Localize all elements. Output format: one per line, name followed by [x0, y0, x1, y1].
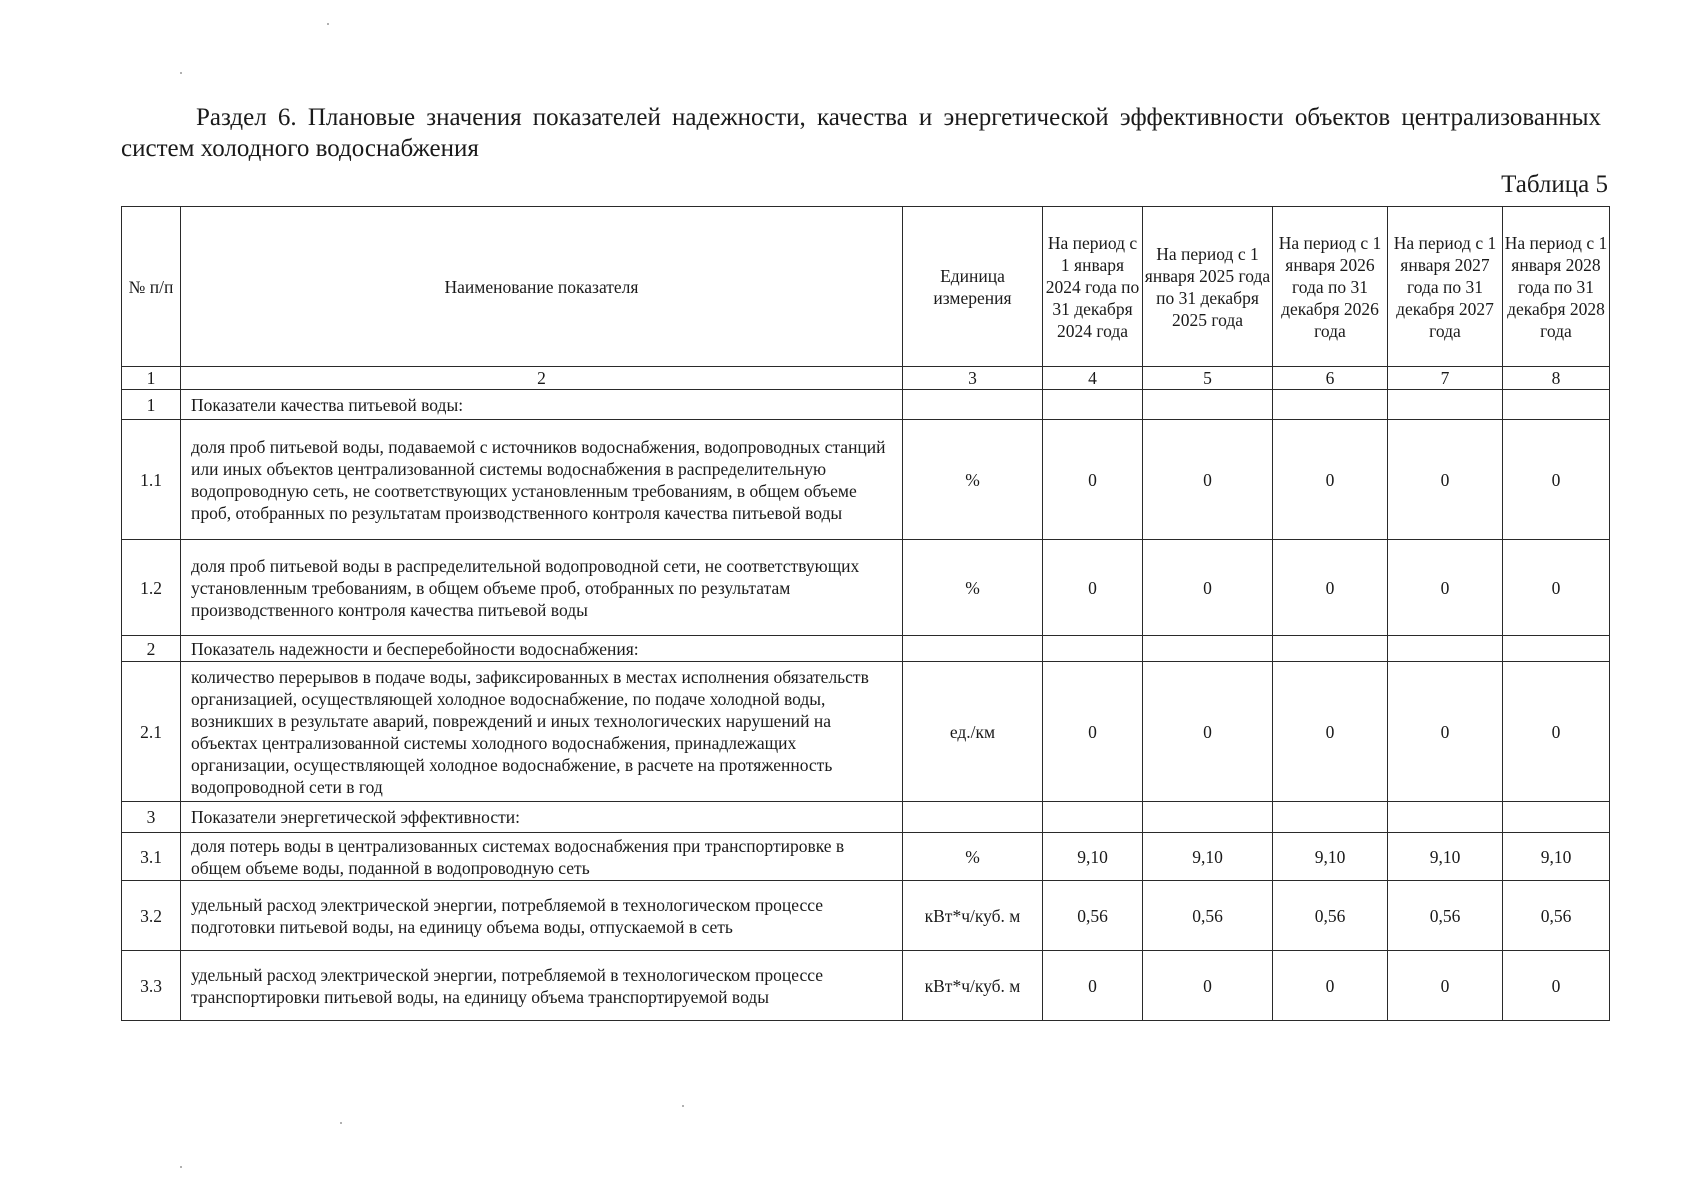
column-number: 7	[1388, 367, 1503, 390]
row-value	[1043, 802, 1143, 833]
header-unit: Единица измерения	[903, 207, 1043, 367]
row-value	[1273, 390, 1388, 420]
row-value: 0	[1143, 540, 1273, 636]
row-num: 1.2	[122, 540, 181, 636]
row-unit: кВт*ч/куб. м	[903, 951, 1043, 1021]
row-value: 0	[1388, 662, 1503, 802]
table-header-row	[122, 207, 1610, 367]
row-value: 0	[1273, 662, 1388, 802]
row-value	[1388, 636, 1503, 662]
row-value	[1143, 390, 1273, 420]
scan-speck	[180, 1166, 182, 1168]
table-row	[122, 636, 1610, 662]
row-unit	[903, 636, 1043, 662]
row-name: Показатели качества питьевой воды:	[181, 390, 903, 420]
row-num: 1	[122, 390, 181, 420]
row-value: 0	[1043, 951, 1143, 1021]
indicators-table	[121, 206, 1610, 1021]
row-value: 0	[1043, 540, 1143, 636]
row-value	[1273, 802, 1388, 833]
row-value: 0	[1388, 951, 1503, 1021]
column-number: 1	[122, 367, 181, 390]
row-value	[1043, 390, 1143, 420]
row-name: доля потерь воды в централизованных системах водоснабжения при транспортировке в общем объеме воды, поданной в водопроводную сеть	[181, 833, 903, 881]
row-name: удельный расход электрической энергии, потребляемой в технологическом процессе подготовки питьевой воды, на единицу объема воды, отпускаемой в сеть	[181, 881, 903, 951]
header-period-2024: На период с 1 января 2024 года по 31 декабря 2024 года	[1043, 207, 1143, 367]
row-num: 3.1	[122, 833, 181, 881]
row-num: 1.1	[122, 420, 181, 540]
row-name: Показатели энергетической эффективности:	[181, 802, 903, 833]
row-unit: кВт*ч/куб. м	[903, 881, 1043, 951]
row-value: 0	[1143, 662, 1273, 802]
row-name: Показатель надежности и бесперебойности водоснабжения:	[181, 636, 903, 662]
table-row	[122, 662, 1610, 802]
row-value	[1388, 390, 1503, 420]
scan-speck	[682, 1105, 684, 1107]
column-number: 8	[1503, 367, 1610, 390]
row-value: 0	[1043, 420, 1143, 540]
table-row	[122, 881, 1610, 951]
row-unit	[903, 390, 1043, 420]
column-number: 3	[903, 367, 1043, 390]
table-row	[122, 951, 1610, 1021]
row-value	[1143, 802, 1273, 833]
row-value: 0,56	[1388, 881, 1503, 951]
row-value	[1273, 636, 1388, 662]
section-heading: Раздел 6. Плановые значения показателей надежности, качества и энергетической эффективности объектов централизованных систем холодного водоснабжения	[121, 104, 1601, 162]
column-number: 5	[1143, 367, 1273, 390]
row-value: 0	[1043, 662, 1143, 802]
scan-speck	[340, 1122, 342, 1124]
scan-speck	[180, 72, 182, 74]
header-period-2026: На период с 1 января 2026 года по 31 декабря 2026 года	[1273, 207, 1388, 367]
row-value: 0	[1143, 420, 1273, 540]
table-caption: Таблица 5	[1501, 171, 1608, 198]
row-value: 0,56	[1273, 881, 1388, 951]
row-value: 9,10	[1503, 833, 1610, 881]
row-value: 0	[1388, 540, 1503, 636]
table-row	[122, 420, 1610, 540]
row-value: 9,10	[1388, 833, 1503, 881]
row-value: 0,56	[1143, 881, 1273, 951]
row-value	[1503, 390, 1610, 420]
row-value	[1503, 636, 1610, 662]
table-row	[122, 802, 1610, 833]
table-row	[122, 390, 1610, 420]
row-value	[1503, 802, 1610, 833]
row-num: 3.2	[122, 881, 181, 951]
header-period-2025: На период с 1 января 2025 года по 31 декабря 2025 года	[1143, 207, 1273, 367]
row-unit: %	[903, 833, 1043, 881]
row-value: 9,10	[1273, 833, 1388, 881]
row-num: 3.3	[122, 951, 181, 1021]
row-unit: ед./км	[903, 662, 1043, 802]
scan-speck	[327, 23, 329, 25]
row-value: 0,56	[1503, 881, 1610, 951]
row-value	[1043, 636, 1143, 662]
table-row	[122, 833, 1610, 881]
row-value: 0	[1273, 420, 1388, 540]
row-unit	[903, 802, 1043, 833]
column-number: 4	[1043, 367, 1143, 390]
column-number: 6	[1273, 367, 1388, 390]
row-value: 9,10	[1043, 833, 1143, 881]
row-value: 9,10	[1143, 833, 1273, 881]
row-value: 0	[1388, 420, 1503, 540]
header-period-2028: На период с 1 января 2028 года по 31 декабря 2028 года	[1503, 207, 1610, 367]
row-value: 0	[1503, 420, 1610, 540]
row-num: 2	[122, 636, 181, 662]
row-name: доля проб питьевой воды, подаваемой с источников водоснабжения, водопроводных станций или иных объектов централизованной системы водоснабжения в распределительную водопроводную сеть, не соответствующих установленным требованиям, в общем объеме проб, отобранных по результатам производственного контроля качества питьевой воды	[181, 420, 903, 540]
row-value: 0	[1503, 540, 1610, 636]
header-period-2027: На период с 1 января 2027 года по 31 декабря 2027 года	[1388, 207, 1503, 367]
row-num: 2.1	[122, 662, 181, 802]
row-value: 0	[1503, 662, 1610, 802]
column-number: 2	[181, 367, 903, 390]
row-name: количество перерывов в подаче воды, зафиксированных в местах исполнения обязательств организацией, осуществляющей холодное водоснабжение, по подаче холодной воды, возникших в результате аварий, повреждений и иных технологических нарушений на объектах централизованной системы холодного водоснабжения, принадлежащих организации, осуществляющей холодное водоснабжение, в расчете на протяженность водопроводной сети в год	[181, 662, 903, 802]
row-value: 0	[1273, 951, 1388, 1021]
row-value	[1388, 802, 1503, 833]
row-unit: %	[903, 540, 1043, 636]
column-number-row	[122, 367, 1610, 390]
row-value: 0	[1503, 951, 1610, 1021]
row-num: 3	[122, 802, 181, 833]
row-unit: %	[903, 420, 1043, 540]
row-name: удельный расход электрической энергии, потребляемой в технологическом процессе транспортировки питьевой воды, на единицу объема транспортируемой воды	[181, 951, 903, 1021]
header-name: Наименование показателя	[181, 207, 903, 367]
row-value	[1143, 636, 1273, 662]
row-name: доля проб питьевой воды в распределительной водопроводной сети, не соответствующих установленным требованиям, в общем объеме проб, отобранных по результатам производственного контроля качества питьевой воды	[181, 540, 903, 636]
row-value: 0	[1273, 540, 1388, 636]
header-num: № п/п	[122, 207, 181, 367]
table-row	[122, 540, 1610, 636]
row-value: 0,56	[1043, 881, 1143, 951]
row-value: 0	[1143, 951, 1273, 1021]
